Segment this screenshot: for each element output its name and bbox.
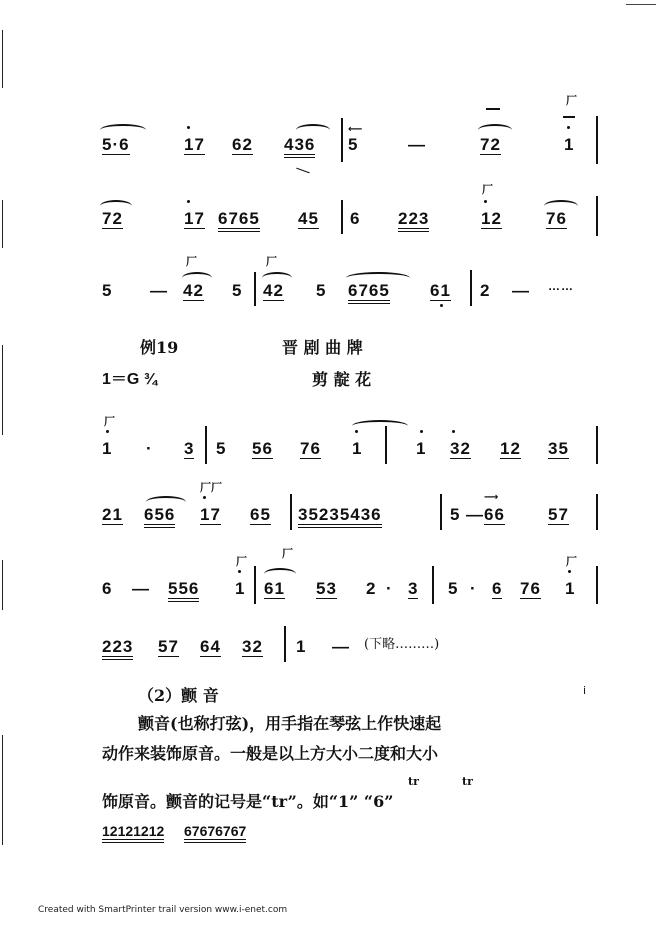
note-group: 5·6 [102,135,130,154]
note-group: 76 [520,579,541,598]
note: 6 [492,579,503,598]
note: 1 [416,439,427,458]
tr-mark: tr [462,775,473,788]
note: 5 [448,579,459,598]
dash: — [132,579,150,598]
note-group: 223 [398,210,429,232]
barline [341,200,343,234]
barline [596,196,598,236]
ornament-mark: 厂 [104,415,115,428]
note-group: 223 [102,638,133,660]
footer-watermark: Created with SmartPrinter trail version www.i-enet.com [38,905,288,915]
note-group: 61 [430,281,451,300]
barline [341,118,343,162]
barline [290,494,292,530]
dash: — [332,637,350,656]
note: 5 [316,281,327,300]
margin-mark: i [583,684,587,697]
note: 1 [296,637,307,656]
barline [254,566,256,604]
note-group: 35235436 [298,506,382,528]
barline [470,270,472,306]
barline [385,426,387,464]
example-label: 例19 [140,338,179,357]
note: 1 [565,579,576,598]
tr-mark: tr [408,775,419,788]
barline [596,116,598,164]
note-group: 12 [481,209,502,228]
barline [596,494,598,530]
note-group: 76 [300,439,321,458]
note-group: 53 [316,579,337,598]
key-signature: 1＝G ¾ [102,371,158,388]
high-dot [355,430,358,433]
note-group: 66 [484,505,505,524]
note-group: 556 [168,580,199,602]
dot: · [470,579,477,598]
note-group: 32 [450,439,471,458]
note-group: 6765 [348,282,390,304]
tune-name: 剪 靛 花 [312,370,372,389]
paragraph-line: 颤音(也称打弦)，用手指在琴弦上作快速起 [138,714,442,733]
ornament-mark: 厂 [266,255,277,268]
ellipsis: …… [548,279,574,293]
grace-line [486,108,500,110]
section-heading: （2）颤 音 [138,686,219,705]
high-dot [567,126,570,129]
note: 3 [408,579,419,598]
high-dot [420,430,423,433]
high-dot [484,200,487,203]
omitted-note: (下略………) [364,637,440,652]
note-group: 32 [242,637,263,656]
barline [596,566,598,604]
note: 5 [348,135,359,154]
barline [440,494,442,530]
note-group: 62 [232,135,253,154]
high-dot [568,570,571,573]
note: 2 [480,281,491,300]
note: 5 [450,505,461,524]
note: 5 [232,281,243,300]
note-group: 436 [284,136,315,158]
note: 1 [564,135,575,154]
margin-line [2,200,3,248]
grace-line [563,116,575,118]
high-dot [106,430,109,433]
high-dot [452,430,455,433]
note: 2 [366,579,377,598]
barline [205,426,207,464]
accent-mark [296,168,309,174]
note: 5 [102,281,113,300]
note-group: 17 [184,135,205,154]
barline [432,566,434,604]
note-group: 76 [546,209,567,228]
note-group: 65 [250,505,271,524]
ornament-mark: 厂 [282,547,293,560]
note-group: 35 [548,439,569,458]
paragraph-line: 饰原音。颤音的记号是“tr”。如“1” “6” [102,792,394,811]
note: 6 [350,209,361,228]
note-group: 45 [298,209,319,228]
note-group: 6765 [218,210,260,232]
paragraph-line: 动作来装饰原音。一般是以上方大小二度和大小 [102,744,439,763]
note: 1 [102,439,113,458]
trill-example: 12121212 [102,824,164,843]
note-group: 12 [500,439,521,458]
note-group: 21 [102,505,123,524]
dash: — [408,135,426,154]
dot: · [386,579,393,598]
slur [352,420,408,432]
note-group: 57 [548,505,569,524]
note-group: 72 [480,135,501,154]
ornament-mark: 厂 [236,555,247,568]
note-group: 64 [200,637,221,656]
note: 3 [184,439,195,458]
margin-line [2,560,3,610]
high-dot [187,200,190,203]
note-group: 56 [252,439,273,458]
note-group: 42 [183,281,204,300]
high-dot [238,570,241,573]
barline [596,426,598,464]
note-group: 656 [144,506,175,528]
note-group: 17 [184,209,205,228]
low-dot [440,304,443,307]
margin-line [2,735,3,845]
note: 1 [235,579,246,598]
note: 1 [352,439,363,458]
note-group: 57 [158,637,179,656]
high-dot [187,126,190,129]
ornament-mark: 厂 [482,183,493,196]
dash: — [466,505,484,524]
note: 5 [216,439,227,458]
note-group: 61 [264,579,285,598]
trill-example: 67676767 [184,824,246,843]
note-group: 42 [263,281,284,300]
dash: — [150,281,168,300]
example-title: 晋 剧 曲 牌 [282,338,363,357]
corner-mark [626,4,656,5]
margin-line [2,30,3,88]
ornament-mark: 厂 [566,94,577,107]
note-group: 17 [200,505,221,524]
dash: — [512,281,530,300]
dot: · [146,439,153,458]
note-group: 72 [102,209,123,228]
ornament-mark: 厂 [186,255,197,268]
barline [254,272,256,306]
arrow-mark: ⟶ [484,492,499,503]
ornament-mark: 厂 [566,555,577,568]
ornament-mark: 厂厂 [200,481,222,494]
margin-line [2,345,3,435]
high-dot [203,496,206,499]
note: 6 [102,579,113,598]
barline [284,626,286,662]
arrow-mark: ⟵ [348,124,363,135]
